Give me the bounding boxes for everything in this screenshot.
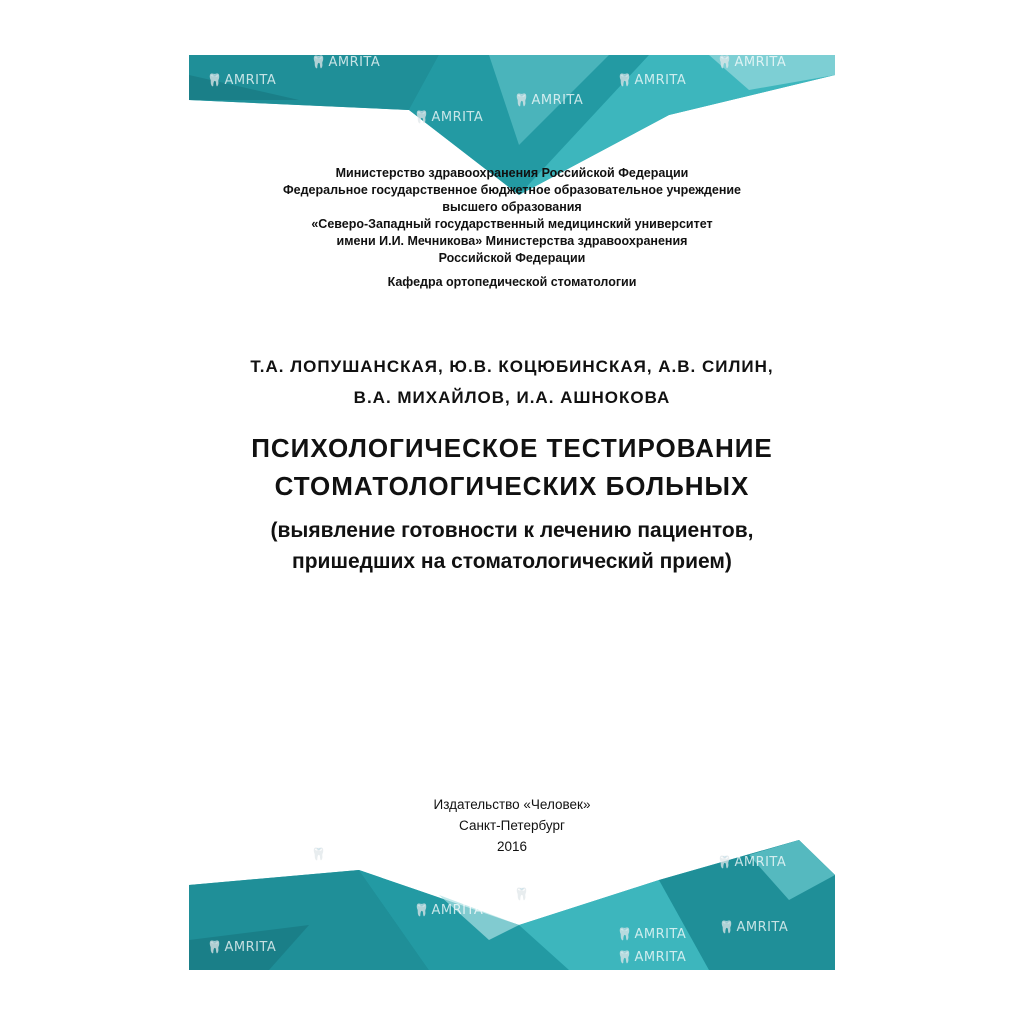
tooth-icon: 🦷: [717, 55, 733, 69]
tooth-icon: 🦷: [311, 847, 327, 861]
amrita-watermark: 🦷 AMRITA: [717, 55, 787, 70]
publisher-info: [189, 794, 835, 857]
book-cover: [189, 55, 835, 970]
book-title: [189, 429, 835, 505]
amrita-watermark: 🦷 AMRITA: [414, 903, 484, 918]
tooth-icon: 🦷: [514, 93, 530, 107]
subtitle-line-2: пришедших на стоматологический прием): [292, 550, 732, 573]
tooth-icon: 🦷: [617, 950, 633, 964]
publication-year: 2016: [496, 839, 528, 854]
organization-header: [189, 165, 835, 267]
organization-line: высшего образования: [442, 200, 582, 214]
organization-line: Министерство здравоохранения Российской Федерации: [335, 166, 689, 180]
department-name: Кафедра ортопедической стоматологии: [387, 275, 637, 289]
publisher-city: Санкт-Петербург: [459, 818, 565, 833]
tooth-icon: 🦷: [719, 920, 735, 934]
tooth-icon: 🦷: [617, 927, 633, 941]
amrita-watermark: 🦷 AMRITA: [414, 110, 484, 125]
tooth-icon: 🦷: [717, 855, 733, 869]
tooth-icon: 🦷: [414, 903, 430, 917]
subtitle-line-1: (выявление готовности к лечению пациентов,: [270, 519, 754, 542]
title-line-1: ПСИХОЛОГИЧЕСКОЕ ТЕСТИРОВАНИЕ: [251, 433, 773, 463]
amrita-watermark: 🦷 AMRITA: [617, 950, 687, 965]
amrita-watermark: 🦷 AMRITA: [311, 55, 381, 70]
amrita-watermark: 🦷 AMRITA: [207, 73, 277, 88]
amrita-watermark: 🦷 AMRITA: [207, 940, 277, 955]
organization-line: Федеральное государственное бюджетное образовательное учреждение: [282, 183, 742, 197]
tooth-icon: 🦷: [514, 887, 530, 901]
tooth-icon: 🦷: [311, 55, 327, 69]
tooth-icon: 🦷: [414, 110, 430, 124]
organization-line: Российской Федерации: [438, 251, 586, 265]
tooth-icon: 🦷: [617, 73, 633, 87]
amrita-watermark: 🦷 AMRITA: [514, 93, 584, 108]
publisher-name: Издательство «Человек»: [433, 797, 591, 812]
organization-line: «Северо-Западный государственный медицинский университет: [311, 217, 713, 231]
amrita-watermark: 🦷 AMRITA: [514, 887, 584, 902]
title-line-2: СТОМАТОЛОГИЧЕСКИХ БОЛЬНЫХ: [274, 471, 750, 501]
amrita-watermark: 🦷 AMRITA: [719, 920, 789, 935]
amrita-watermark: 🦷 AMRITA: [617, 73, 687, 88]
amrita-watermark: 🦷 AMRITA: [617, 927, 687, 942]
organization-line: имени И.И. Мечникова» Министерства здравоохранения: [336, 234, 688, 248]
book-subtitle: [189, 515, 835, 577]
amrita-watermark: 🦷 AMRITA: [311, 847, 381, 862]
tooth-icon: 🦷: [207, 73, 223, 87]
authors: [189, 351, 835, 413]
authors-line-2: В.А. МИХАЙЛОВ, И.А. АШНОКОВА: [353, 388, 671, 407]
amrita-watermark: 🦷 AMRITA: [717, 855, 787, 870]
tooth-icon: 🦷: [207, 940, 223, 954]
authors-line-1: Т.А. ЛОПУШАНСКАЯ, Ю.В. КОЦЮБИНСКАЯ, А.В. СИЛИН,: [250, 357, 774, 376]
